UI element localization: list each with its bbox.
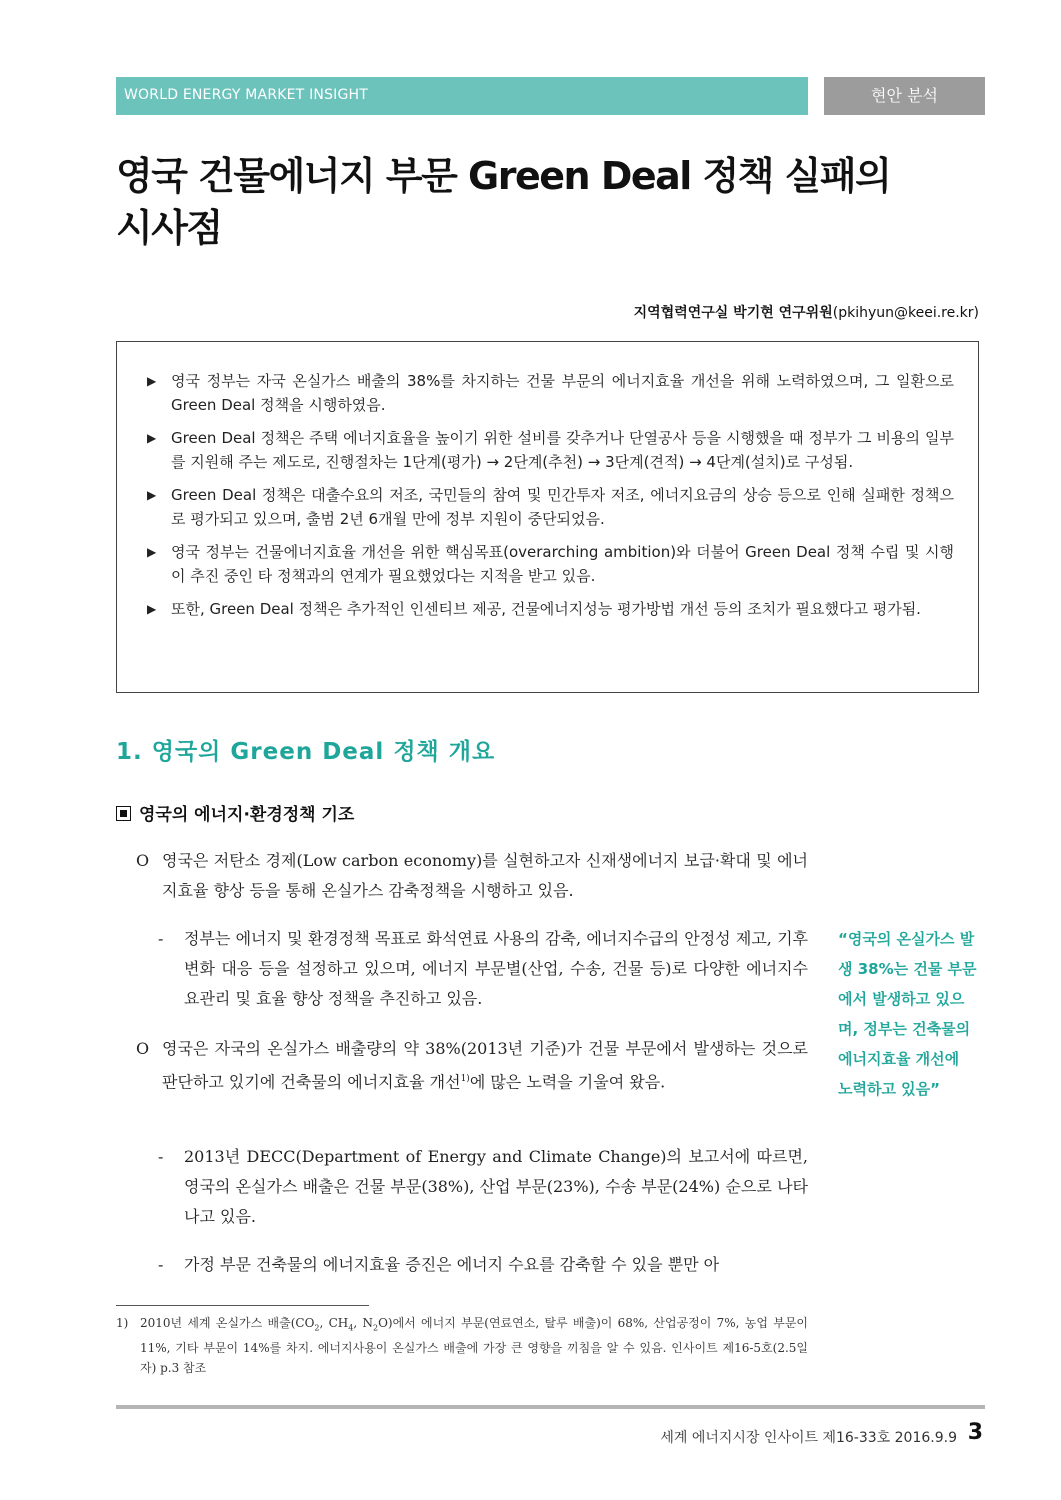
body-sub-paragraph: - 가정 부문 건축물의 에너지효율 증진은 에너지 수요를 감축할 수 있을 뿐만 아: [158, 1250, 808, 1280]
body-sub-paragraph: - 2013년 DECC(Department of Energy and Climate Change)의 보고서에 따르면, 영국의 온실가스 배출은 건물 부문(38%), 산업 부문(23%), 수송 부문(24%) 순으로 나타나고 있음.: [158, 1142, 808, 1232]
summary-box: [116, 341, 979, 693]
circle-bullet-icon: O: [136, 1039, 150, 1058]
footnote-number: 1): [116, 1316, 129, 1330]
body-paragraph: O 영국은 저탄소 경제(Low carbon economy)를 실현하고자 신재생에너지 보급·확대 및 에너지효율 향상 등을 통해 온실가스 감축정책을 시행하고 있음.: [136, 846, 808, 906]
subsection-heading: [116, 800, 354, 825]
summary-item: ▶ 영국 정부는 자국 온실가스 배출의 38%를 차지하는 건물 부문의 에너지효율 개선을 위해 노력하였으며, 그 일환으로 Green Deal 정책을 시행하였음.: [147, 369, 954, 417]
publication-name: WORLD ENERGY MARKET INSIGHT: [124, 87, 369, 103]
section-tag: [824, 77, 985, 115]
body-paragraph: O 영국은 자국의 온실가스 배출량의 약 38%(2013년 기준)가 건물 부문에서 발생하는 것으로 판단하고 있기에 건축물의 에너지효율 개선$^{1)}$에 많은 노력을 기울여 왔음.: [136, 1034, 808, 1097]
arrow-icon: ▶: [147, 488, 157, 502]
header-bar: [116, 77, 808, 115]
title-line-2: 시사점: [116, 206, 222, 250]
footnote-ref: 1): [460, 1074, 470, 1084]
title-line-1: 영국 건물에너지 부문 Green Deal 정책 실패의: [116, 154, 891, 198]
filled-square-icon: [116, 806, 131, 821]
section-tag-label: 현안 분석: [871, 86, 938, 105]
footnote: 1) 2010년 세계 온실가스 배출($CO_2$, $CH_4$, $N_2O$)에서 에너지 부문(연료연소, 탈루 배출)이 68%, 산업공정이 7%, 농업 부문이 11%, 기타 부문이 14%를 차지. 에너지사용이 온실가스 배출에 가장 큰 영향을 끼침을 알 수 있음. 인사이트 제16-5호(2.5일자) p.3 참조: [116, 1313, 808, 1378]
author-email: (pkihyun@keei.re.kr): [832, 305, 979, 321]
arrow-icon: ▶: [147, 545, 157, 559]
author-line: [634, 302, 979, 322]
section-heading: 1. 영국의 Green Deal 정책 개요: [116, 739, 496, 765]
dash-bullet-icon: -: [158, 1147, 164, 1166]
dash-bullet-icon: -: [158, 1255, 164, 1274]
footnote-divider: [116, 1305, 369, 1306]
summary-item: ▶ Green Deal 정책은 주택 에너지효율을 높이기 위한 설비를 갖추거나 단열공사 등을 시행했을 때 정부가 그 비용의 일부를 지원해 주는 제도로, 진행절차는 1단계(평가) → 2단계(추천) → 3단계(견적) → 4단계(설치)로 구성됨.: [147, 426, 954, 474]
summary-item: ▶ 영국 정부는 건물에너지효율 개선을 위한 핵심목표(overarching ambition)와 더불어 Green Deal 정책 수립 및 시행이 추진 중인 타 정책과의 연계가 필요했었다는 지적을 받고 있음.: [147, 540, 954, 588]
page-number: 3: [967, 1420, 983, 1445]
footer-publication: 세계 에너지시장 인사이트 제16-33호 2016.9.9: [660, 1430, 957, 1446]
circle-bullet-icon: O: [136, 851, 150, 870]
arrow-icon: ▶: [147, 602, 157, 616]
page-title: [116, 150, 976, 254]
arrow-icon: ▶: [147, 374, 157, 388]
body-sub-paragraph: - 정부는 에너지 및 환경정책 목표로 화석연료 사용의 감축, 에너지수급의 안정성 제고, 기후변화 대응 등을 설정하고 있으며, 에너지 부문별(산업, 수송, 건물 등)로 다양한 에너지수요관리 및 효율 향상 정책을 추진하고 있음.: [158, 924, 808, 1014]
subsection-heading-text: 영국의 에너지·환경정책 기조: [139, 805, 355, 825]
footer-divider: [116, 1405, 985, 1409]
pull-quote: “영국의 온실가스 발생 38%는 건물 부문에서 발생하고 있으며, 정부는 건축물의 에너지효율 개선에 노력하고 있음”: [838, 930, 977, 1098]
arrow-icon: ▶: [147, 431, 157, 445]
summary-item: ▶ 또한, Green Deal 정책은 추가적인 인센티브 제공, 건물에너지성능 평가방법 개선 등의 조치가 필요했다고 평가됨.: [147, 597, 954, 621]
summary-item: ▶ Green Deal 정책은 대출수요의 저조, 국민들의 참여 및 민간투자 저조, 에너지요금의 상승 등으로 인해 실패한 정책으로 평가되고 있으며, 출범 2년 6개월 만에 정부 지원이 중단되었음.: [147, 483, 954, 531]
author-name: 지역협력연구실 박기현 연구위원: [633, 305, 833, 321]
dash-bullet-icon: -: [158, 929, 164, 948]
